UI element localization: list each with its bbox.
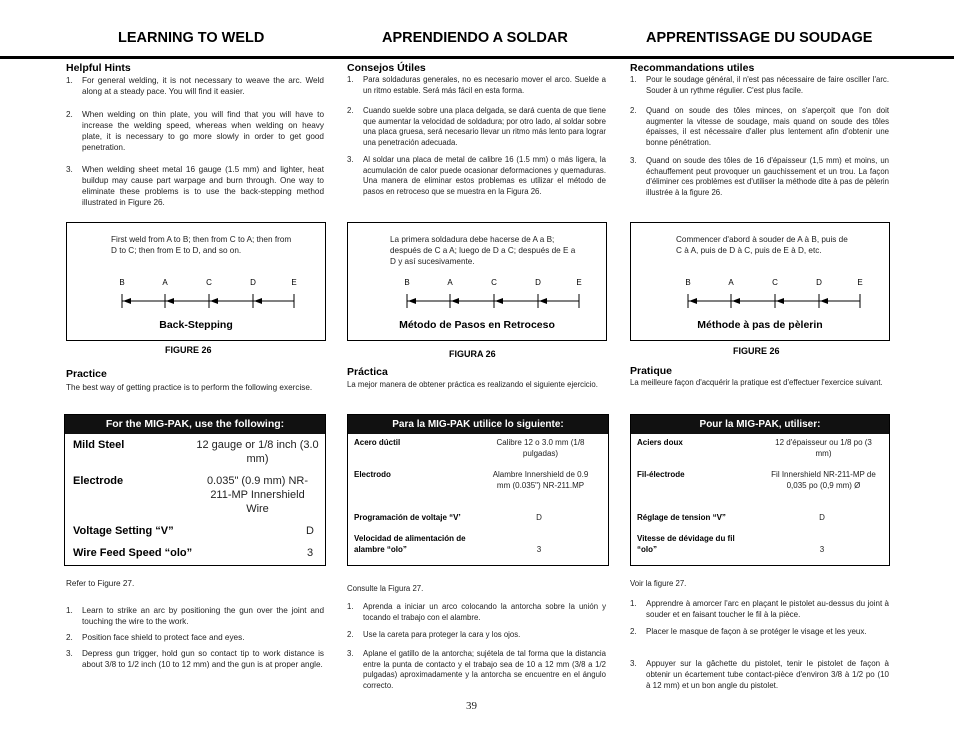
back-stepping-diagram <box>107 275 307 311</box>
point-label-a: A <box>447 278 453 287</box>
arrow-head <box>408 298 416 304</box>
table-row: Réglage de tension “V” D <box>637 513 825 522</box>
table-row: Mild Steel 12 gauge or 1/8 inch (3.0 mm) <box>73 439 319 465</box>
practice-text: The best way of getting practice is to perform the following exercise. <box>66 383 313 392</box>
hints-list <box>347 75 606 197</box>
column-english <box>0 0 330 738</box>
figure-26-box <box>347 222 607 341</box>
arrow-head <box>254 298 262 304</box>
table-row: Velocidad de alimentación de alambre “olo” 3 <box>354 534 542 554</box>
settings-table <box>630 414 890 566</box>
figure-caption: FIGURA 26 <box>449 349 496 359</box>
table-row: Electrode 0.035" (0.9 mm) NR-211-MP Innershield Wire <box>73 475 309 515</box>
figure-26-box <box>630 222 890 341</box>
point-label-e: E <box>857 278 863 287</box>
settings-table <box>64 414 326 566</box>
point-label-c: C <box>772 278 778 287</box>
hints-list <box>630 75 889 198</box>
point-label-a: A <box>728 278 734 287</box>
table-row: Programación de voltaje “V’ D <box>354 513 542 522</box>
list-item: 2. Placer le masque de façon à se protéger le visage et les yeux. <box>630 627 867 636</box>
list-item: 2. When welding on thin plate, you will find that you will have to increase the welding speed, whereas when welding on heavy plate, it is necessary to go more slowly in order to get good penetration. <box>66 110 324 152</box>
refer-text: Consulte la Figura 27. <box>347 584 424 593</box>
figure-label: Back-Stepping <box>159 319 233 331</box>
table-row: Voltage Setting “V” D <box>73 525 314 537</box>
steps-list <box>630 598 889 691</box>
arrow-head <box>210 298 218 304</box>
list-item: 3. Quand on soude des tôles de 16 d'épaisseur (1,5 mm) et moins, un échauffement peut provoquer un gauchissement et un trou. La façon d'éliminer ces problèmes est d'utiliser la méthode dite à pas de pèlerin illustrée à la figure 26. <box>630 156 889 197</box>
list-item: 3. Aplane el gatillo de la antorcha; sujétela de tal forma que la distancia entre la punta de contacto y el trabajo sea de 10 a 12 mm (3/8 a 1/2 pulgadas) aproximadamente y la antorcha se encuentre en el ángulo correcto. <box>347 649 606 690</box>
list-item: 3. Depress gun trigger, hold gun so contact tip to work distance is about 3/8 to 1/2 inch (10 to 12 mm) and the gun is at proper angle. <box>66 649 324 669</box>
arrow-head <box>689 298 697 304</box>
back-stepping-diagram <box>392 275 592 311</box>
practice-text: La meilleure façon d'acquérir la pratique est d'effectuer l'exercice suivant. <box>630 378 883 387</box>
list-item: 2. Use la careta para proteger la cara y los ojos. <box>347 630 521 639</box>
practice-text: La mejor manera de obtener práctica es realizando el siguiente ejercicio. <box>347 380 598 389</box>
figure-caption: FIGURE 26 <box>733 346 780 356</box>
practice-heading: Practice <box>66 368 107 380</box>
point-label-a: A <box>162 278 168 287</box>
figure-instructions: First weld from A to B; then from C to A; then from D to C; then from E to D, and so on. <box>111 235 292 255</box>
list-item: 3. Appuyer sur la gâchette du pistolet, tenir le pistolet de façon à obtenir un écartement tube contact-pièce d'environ 3/8 à 1/2 po (10 à 12 mm) et un bon angle du pistolet. <box>630 659 889 690</box>
point-label-d: D <box>250 278 256 287</box>
table-row: Aciers doux 12 d'épaisseur ou 1/8 po (3 mm) <box>637 438 872 458</box>
practice-heading: Práctica <box>347 366 388 378</box>
list-item: 2. Cuando suelde sobre una placa delgada, se dará cuenta de que tiene que aumentar la velocidad de soldadura; por otro lado, al soldar sobre una placa gruesa, será necesario llevar un ritmo más lento para lograr una penetración adecuada. <box>347 106 606 147</box>
table-header: Pour la MIG-PAK, utiliser: <box>631 415 889 434</box>
column-title: APPRENTISSAGE DU SOUDAGE <box>646 30 873 46</box>
figure-label: Méthode à pas de pèlerin <box>697 319 823 331</box>
table-row: Fil-électrode Fil Innershield NR-211-MP de 0,035 po (0,9 mm) Ø <box>637 470 876 490</box>
list-item: 2. Quand on soude des tôles minces, on s'aperçoit que l'on doit augmenter la vitesse de soudage, mais quand on soude des tôles épaisses, il est nécessaire d'aller plus lentement afin d'obtenir une bonne pénétration. <box>630 106 889 147</box>
steps-list <box>347 602 606 691</box>
figure-instructions: Commencer d'abord à souder de A à B, puis de C à A, puis de D à C, puis de E à D, etc. <box>676 235 848 255</box>
hints-heading: Helpful Hints <box>66 62 131 74</box>
column-title: APRENDIENDO A SOLDAR <box>382 30 568 46</box>
column-spanish <box>330 0 620 738</box>
list-item: 1. For general welding, it is not necessary to weave the arc. Weld along at a steady pace. You will find it easier. <box>66 76 324 96</box>
arrow-head <box>123 298 131 304</box>
figure-26-box <box>66 222 326 341</box>
refer-text: Voir la figure 27. <box>630 579 687 588</box>
table-header: Para la MIG-PAK utilice lo siguiente: <box>348 415 608 434</box>
figure-caption: FIGURE 26 <box>165 345 212 355</box>
list-item: 1. Para soldaduras generales, no es necesario mover el arco. Suelde a un ritmo estable. Será más fácil en esta forma. <box>347 75 606 95</box>
table-header: For the MIG-PAK, use the following: <box>65 415 325 434</box>
list-item: 2. Position face shield to protect face and eyes. <box>66 633 245 642</box>
point-label-b: B <box>119 278 125 287</box>
list-item: 1. Learn to strike an arc by positioning the gun over the joint and touching the wire to the work. <box>66 606 324 626</box>
list-item: 1. Pour le soudage général, il n'est pas nécessaire de faire osciller l'arc. Souder à un rythme régulier. C'est plus facile. <box>630 75 889 95</box>
hints-list <box>66 75 324 208</box>
table-row: Acero dúctil Calibre 12 o 3.0 mm (1/8 pulgadas) <box>354 438 585 458</box>
point-label-e: E <box>291 278 297 287</box>
column-french <box>620 0 954 738</box>
arrow-head <box>776 298 784 304</box>
point-label-d: D <box>816 278 822 287</box>
hints-heading: Recommandations utiles <box>630 62 755 74</box>
arrow-head <box>451 298 459 304</box>
arrow-head <box>166 298 174 304</box>
steps-list <box>66 605 324 670</box>
practice-heading: Pratique <box>630 365 673 377</box>
list-item: 3. Al soldar una placa de metal de calibre 16 (1.5 mm) o más ligera, la acumulación de calor puede ocasionar deformaciones y quemaduras. Una manera de eliminar estos problemas es utilizar el método de pasos en retroceso que se muestra en la Figura 26. <box>347 155 606 196</box>
list-item: 3. When welding sheet metal 16 gauge (1.5 mm) and lighter, heat buildup may cause part warpage and burn through. One way to eliminate these problems is to use the back-stepping method illustrated in Figure 26. <box>66 165 324 207</box>
refer-text: Refer to Figure 27. <box>66 579 135 588</box>
figure-instructions: La primera soldadura debe hacerse de A a B; después de C a A; luego de D a C; después de E a D y así sucesivamente. <box>390 235 576 266</box>
hints-heading: Consejos Útiles <box>347 62 426 74</box>
list-item: 1. Aprenda a iniciar un arco colocando la antorcha sobre la unión y tocando el trabajo con el alambre. <box>347 602 606 622</box>
point-label-e: E <box>576 278 582 287</box>
point-label-b: B <box>404 278 410 287</box>
point-label-c: C <box>206 278 212 287</box>
figure-label: Método de Pasos en Retroceso <box>399 319 555 331</box>
arrow-head <box>495 298 503 304</box>
table-row: Wire Feed Speed “olo” 3 <box>73 547 314 559</box>
arrow-head <box>820 298 828 304</box>
settings-table <box>347 414 609 566</box>
column-title: LEARNING TO WELD <box>118 30 265 46</box>
point-label-c: C <box>491 278 497 287</box>
point-label-b: B <box>685 278 691 287</box>
arrow-head <box>539 298 547 304</box>
arrow-head <box>732 298 740 304</box>
back-stepping-diagram <box>673 275 873 311</box>
list-item: 1. Apprendre à amorcer l'arc en plaçant le pistolet au-dessus du joint à souder et en faisant toucher le fil à la pièce. <box>630 599 889 619</box>
point-label-d: D <box>535 278 541 287</box>
table-row: Vitesse de dévidage du fil “olo” 3 <box>637 534 825 554</box>
table-row: Electrodo Alambre Innershield de 0.9 mm (0.035") NR-211.MP <box>354 470 589 490</box>
page-number: 39 <box>466 700 477 712</box>
